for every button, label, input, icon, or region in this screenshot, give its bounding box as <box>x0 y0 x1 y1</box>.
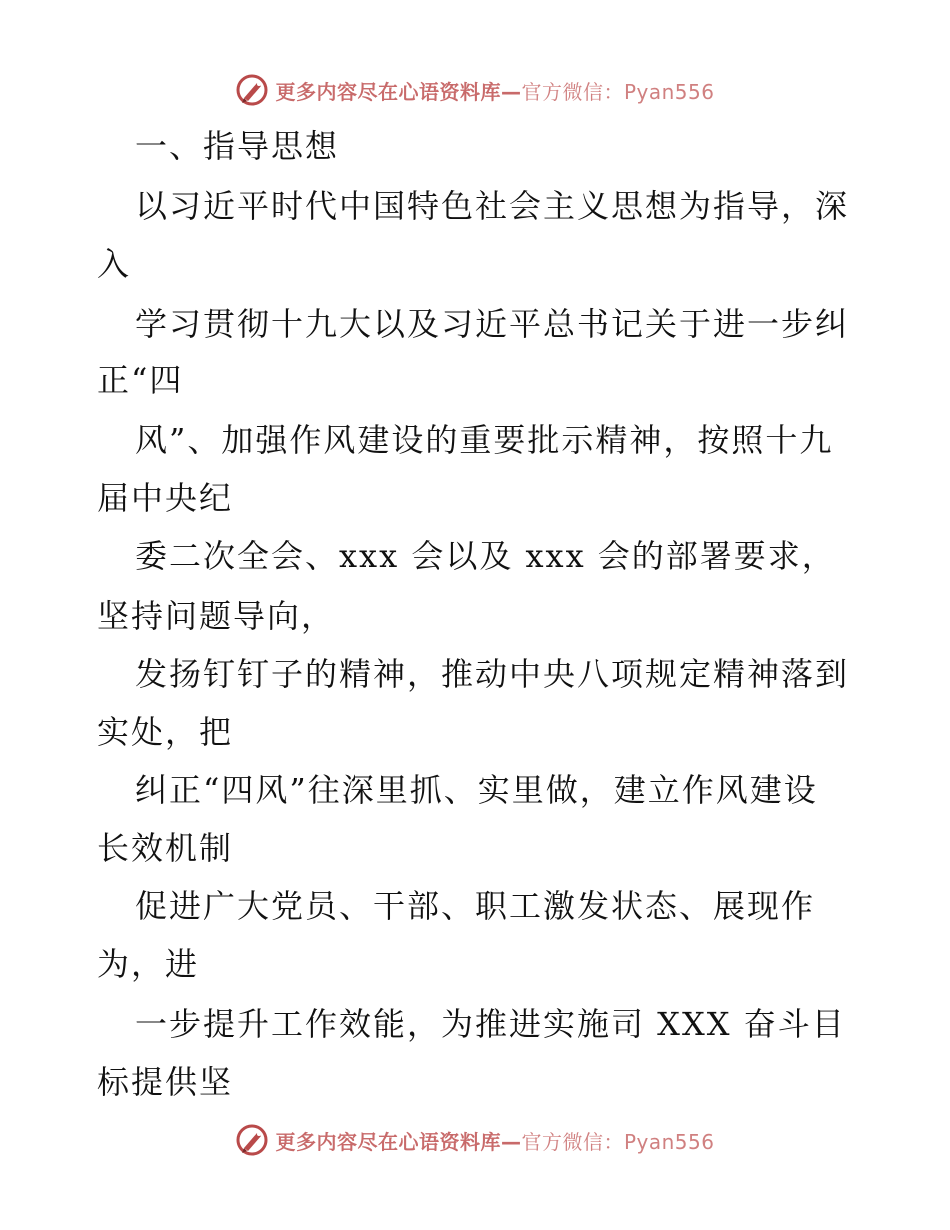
text-line: 为，进 <box>97 945 200 983</box>
text-line: 学习贯彻十九大以及习近平总书记关于进一步纠 <box>135 305 850 343</box>
text-line: 发扬钉钉子的精神，推动中央八项规定精神落到 <box>135 655 850 693</box>
text-line: 长效机制 <box>97 829 234 867</box>
text-line: 风”、加强作风建设的重要批示精神，按照十九 <box>135 421 834 459</box>
text-line: 坚持问题导向， <box>97 597 336 635</box>
watermark-banner-top <box>0 70 950 110</box>
section-heading: 一、指导思想 <box>135 127 340 165</box>
text-line: 纠正“四风”往深里抓、实里做，建立作风建设 <box>135 771 818 809</box>
watermark-text <box>275 76 714 105</box>
text-line: 委二次全会、xxx 会以及 xxx 会的部署要求， <box>135 537 836 575</box>
watermark-main: 更多内容尽在心语资料库 <box>275 79 501 104</box>
text-line: 届中央纪 <box>97 479 234 517</box>
watermark-banner-bottom <box>0 1120 950 1160</box>
watermark-dash: — <box>500 1129 522 1154</box>
watermark-dash: — <box>500 79 522 104</box>
watermark-main: 更多内容尽在心语资料库 <box>275 1129 501 1154</box>
watermark-contact: 官方微信：Pyan556 <box>521 79 715 104</box>
watermark-text <box>275 1126 714 1155</box>
pen-logo-icon <box>235 1123 269 1157</box>
text-line: 促进广大党员、干部、职工激发状态、展现作 <box>135 887 816 925</box>
text-line: 入 <box>97 245 132 283</box>
pen-logo-icon <box>235 73 269 107</box>
text-line: 一步提升工作效能，为推进实施司 XXX 奋斗目 <box>135 1005 846 1043</box>
text-line: 标提供坚 <box>97 1063 234 1101</box>
text-line: 以习近平时代中国特色社会主义思想为指导，深 <box>135 187 850 225</box>
text-line: 正“四 <box>97 361 184 399</box>
text-line: 实处，把 <box>97 713 234 751</box>
watermark-contact: 官方微信：Pyan556 <box>521 1129 715 1154</box>
